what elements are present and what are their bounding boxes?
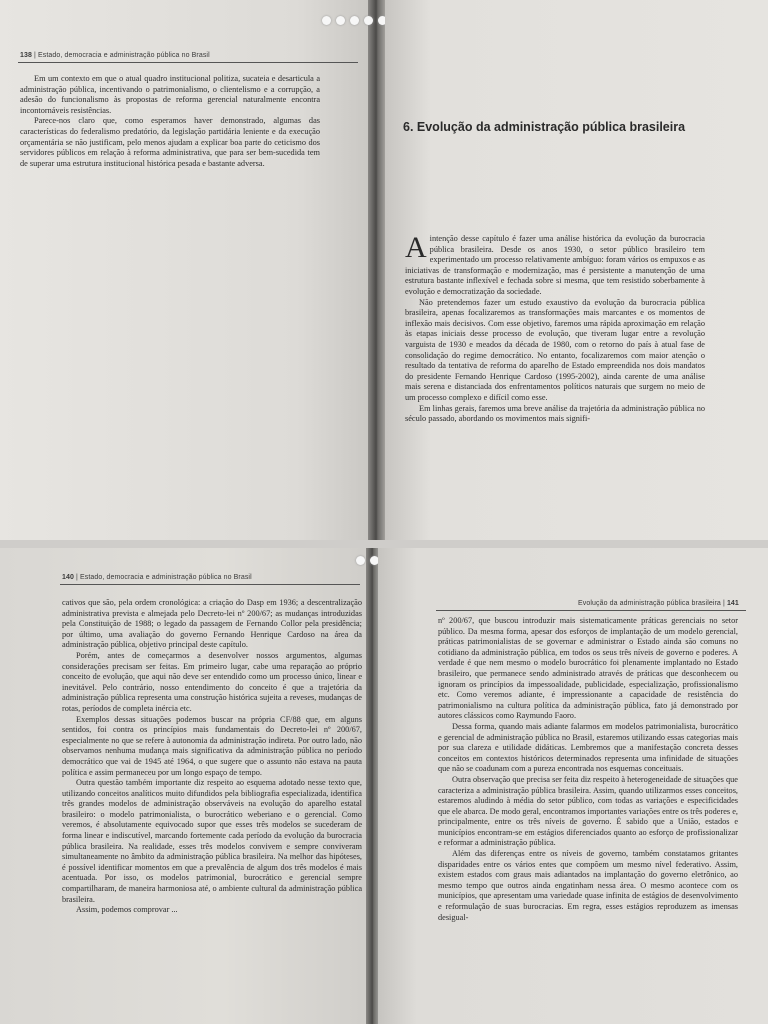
page-number: 138 [20,52,32,59]
page-140 [0,548,372,1024]
header-rule [60,584,360,585]
paragraph: Parece-nos claro que, como esperamos haver demonstrado, algumas das características do federalismo predatório, da legislação partidária leniente e da execução orçamentária se não justificam, pelo menos ajudam a explicar boa parte do ceticismo dos servidores públicos em relação à reforma administrativa, que para ser bem-sucedida tem de superar uma estrutura institucional histórica pesada e bastante adversa. [20,116,320,168]
running-head-text: Estado, democracia e administração pública no Brasil [38,52,210,59]
book-gutter [368,0,386,540]
running-head-140: 140 | Estado, democracia e administração pública no Brasil [62,574,252,581]
running-head-text: Evolução da administração pública brasileira [578,600,721,607]
page-138 [0,0,372,540]
running-head-138: 138 | Estado, democracia e administração pública no Brasil [20,52,210,59]
drop-cap: A [405,231,427,264]
page-number: 140 [62,574,74,581]
paragraph: Em linhas gerais, faremos uma breve análise da trajetória da administração pública no século passado, abordando os movimentos mais signifi- [405,403,705,424]
header-rule [436,610,746,611]
bottom-book-spread [0,548,768,1024]
text-block-141 [438,616,738,923]
running-head-141: Evolução da administração pública brasileira | 141 [578,600,739,607]
binding-holes [322,16,387,25]
text-block-138 [20,74,320,169]
text-block-139 [405,231,705,425]
page-141 [378,548,768,1024]
paragraph: Porém, antes de começarmos a desenvolver nossos argumentos, algumas considerações precisam ser feitas. Em primeiro lugar, cabe uma reparação ao próprio conceito de evolução, que aqui não deve ser entendido como um processo único, linear e inevitável. Pelo contrário, nosso entendimento do conceito é que a trajetória da administração pública representa uma construção histórica sujeita a reveses, mudanças de rotas, períodos de completa inércia etc. [62,650,362,713]
text-block-140 [62,598,362,916]
paragraph: Outra observação que precisa ser feita diz respeito à heterogeneidade de situações que caracteriza a administração pública brasileira. Assim, quando utilizarmos esses conceitos, estaremos aludindo à média do setor público, com todas as variações e especificidades que ele abarca. De modo geral, encontramos importantes variações entre os três poderes e, principalmente, entre os três níveis de governo. É sabido que a União, estados e municípios encontram-se em estágios diferenciados quanto ao esforço de profissionalizar e reformar a administração pública. [438,774,738,848]
paragraph: Dessa forma, quando mais adiante falarmos em modelos patrimonialista, burocrático e gerencial de administração pública no Brasil, estaremos utilizando essas categorias mais por sua clareza e utilidade didáticas. Lembremos que a manifestação concreta desses conceitos em contextos históricos determinados representa uma infinidade de situações que não se coadunam com a pureza encontrada nos esquemas conceituais. [438,721,738,774]
paragraph: Exemplos dessas situações podemos buscar na própria CF/88 que, em alguns sentidos, foi contra os princípios mais fundamentais do Decreto-lei nº 200/67, especialmente no que se refere à autonomia da administração indireta. Por outro lado, não observamos nenhuma mudança mais significativa da administração pública no período democrático que vai de 1945 até 1964, o que sugere que o assunto não estava na pauta política e assim permaneceu por um longo espaço de tempo. [62,714,362,777]
paragraph: Em um contexto em que o atual quadro institucional politiza, sucateia e desarticula a administração pública, incentivando o patrimonialismo, o clientelismo e a corrupção, a adesão do funcionalismo às propostas de reforma gerencial naturalmente encontra incontornáveis resistências. [20,74,320,115]
running-head-text: Estado, democracia e administração pública no Brasil [80,574,252,581]
paragraph: Não pretendemos fazer um estudo exaustivo da evolução da burocracia pública brasileira, apenas focalizaremos as transformações mais marcantes e os momentos de inflexão mais decisivos. Com esse objetivo, faremos uma rápida aproximação em relação às etapas iniciais desse processo de evolução, que tiveram lugar entre a revolução varguista de 1930 e meados da década de 1980, com o retorno do país à atual fase de consolidação do regime democrático. No entanto, focalizaremos com maior atenção o resultado da tentativa de reforma do aparelho de Estado empreendida nos dois mandatos do presidente Fernando Henrique Cardoso (1995-2002), ainda carente de uma análise mais serena e distanciada dos enfrentamentos políticos naturais que surgem no meio de um processo complexo e difícil como esse. [405,297,705,402]
header-rule [18,62,358,63]
opening-text: intenção desse capítulo é fazer uma análise histórica da evolução da burocracia pública brasileira. Desde os anos 1930, o setor público brasileiro tem experimentado um processo relativamente ambíguo: foram vários os empuxos e as iniciativas de transformação e modernização, mas é persistente a manutenção de uma estrutura bastante inflexível e fechada sobre si mesma, que tem resistido soberbamente à evolução e democratização da sociedade. [405,234,705,296]
chapter-title: 6. Evolução da administração pública brasileira [403,120,686,134]
paragraph: nº 200/67, que buscou introduzir mais sistematicamente práticas gerenciais no setor público. Da mesma forma, apesar dos esforços de implantação de um modelo gerencial, práticas patrimonialistas de se governar e administrar o Estado ainda são comuns no cotidiano da administração pública, em todos os seus três níveis de governo e poderes. A verdade é que nem mesmo o modelo burocrático foi plenamente implantado no Estado brasileiro, que permanece sendo administrado através de práticas que desconhecem ou ignoram os princípios da impessoalidade, publicidade, especialização, profissionalismo etc. Como veremos adiante, é impressionante a capacidade de resistência do patrimonialismo na cultura política da administração pública, fato já demonstrado por autores clássicos como Raymundo Faoro. [438,616,738,721]
paragraph: Assim, podemos comprovar ... [76,905,178,915]
paragraph: cativos que são, pela ordem cronológica: a criação do Dasp em 1936; a descentralização administrativa prevista e almejada pelo Decreto-lei nº 200/67; as mudanças introduzidas pela Constituição de 1988; o legado da passagem de Fernando Collor pela presidência; por último, uma avaliação do governo Fernando Henrique Cardoso na área da administração pública, objetivo principal deste capítulo. [62,598,362,650]
opening-paragraph [405,231,705,298]
page-139 [385,0,768,540]
paragraph: Outra questão também importante diz respeito ao esquema adotado nesse texto que, utilizando conceitos analíticos muito difundidos pela bibliografia especializada, identifica três grandes modelos de administração observáveis na evolução do aparelho estatal brasileiro: o modelo patrimonialista, o burocrático weberiano e o gerencial. Como veremos, é absolutamente equivocado supor que esses três modelos se sucederam de forma linear e indiscutível, marcando fortemente cada período da evolução da burocracia pública brasileira. Na realidade, esses três modelos convivem e sempre conviveram simultaneamente no âmbito da administração pública brasileira. Na melhor das hipóteses, é possível identificar momentos em que a prevalência de algum dos três modelos é mais acentuada. Por isso, os modelos patrimonial, burocrático e gerencial sempre compartilharam, de maneira harmoniosa até, o ambiente cultural da administração pública brasileira. [62,778,362,904]
page-number: 141 [726,600,739,607]
paragraph: Além das diferenças entre os níveis de governo, também constatamos gritantes disparidades entre os vários entes que compõem um mesmo nível federativo. Assim, existem estados com graus mais adiantados na implantação do governo eletrônico, ao mesmo tempo que outros ainda engatinham nessa área. O mesmo acontece com os municípios, que apresentam uma variedade quase infinita de estágios de desenvolvimento e reformulação de suas burocracias. Em regra, esses estágios reproduzem as imensas desigual- [438,849,738,922]
